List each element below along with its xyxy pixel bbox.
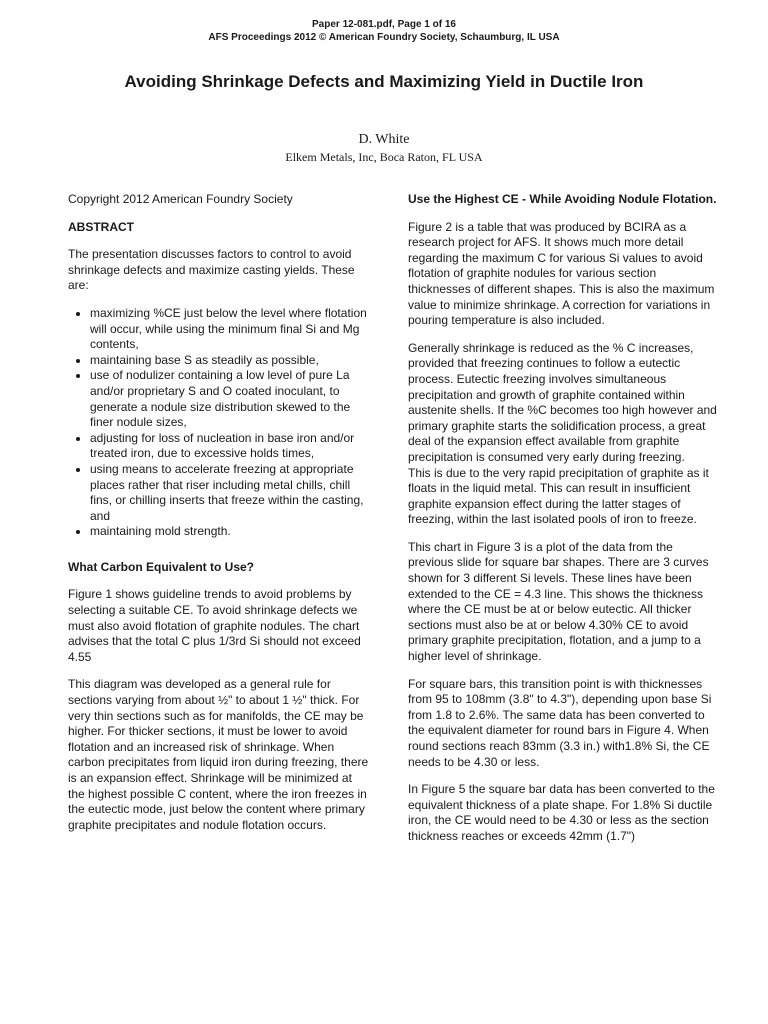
running-header <box>0 18 768 44</box>
copyright-notice: Copyright 2012 American Foundry Society <box>68 192 293 206</box>
paper-title: Avoiding Shrinkage Defects and Maximizing Yield in Ductile Iron <box>124 72 644 91</box>
body-paragraph: In Figure 5 the square bar data has been converted to the equivalent thickness of a plate shape. For 1.8% Si ductile iron, the CE would need to be 4.30 or less as the section thickness reaches or exceeds 42mm (1.7") <box>408 782 715 843</box>
section-heading-highest-ce: Use the Highest CE - While Avoiding Nodule Flotation. <box>408 192 717 206</box>
abstract-heading: ABSTRACT <box>68 219 134 234</box>
body-paragraph: This chart in Figure 3 is a plot of the data from the previous slide for square bar shapes. There are 3 curves shown for 3 different Si levels. These lines have been extended to the CE = 4.3 line. This shows the thickness where the CE must be at or below eutectic. All thicker sections must also be at or below 4.30% CE to avoid primary graphite precipitation, flotation, and a jump to a higher level of shrinkage. <box>408 539 709 664</box>
bullet-item: • adjusting for loss of nucleation in base iron and/or treated iron, due to excessive holds times, <box>90 431 370 462</box>
bullet-item: • maximizing %CE just below the level where flotation will occur, while using the minimum final Si and Mg contents, <box>90 306 370 353</box>
author-affiliation: Elkem Metals, Inc, Boca Raton, FL USA <box>285 150 483 164</box>
section-heading-carbon-equivalent: What Carbon Equivalent to Use? <box>68 559 255 574</box>
abstract-intro: The presentation discusses factors to control to avoid shrinkage defects and maximize casting yields. These are: <box>68 247 355 293</box>
body-paragraph: This diagram was developed as a general rule for sections varying from about ½" to about 1 ½" thick. For very thin sections such as for manifolds, the CE may be higher. For thicker sections, it must be lower to avoid flotation and an increased risk of shrinkage. When carbon precipitates from liquid iron during freezing, there is an expansion effect. Shrinkage will be minimized at the highest possible C content, where the iron freezes in the eutectic mode, just below the content where primary graphite precipitates and nodule flotation occurs. <box>68 677 369 832</box>
body-paragraph: For square bars, this transition point is with thicknesses from 95 to 108mm (3.8" to 4.3"), depending upon base Si from 1.8 to 2.6%. The same data has been converted to the equivalent diameter for round bars in Figure 4. When round sections reach 83mm (3.3 in.) with1.8% Si, the CE needs to be 4.30 or less. <box>408 676 712 769</box>
body-paragraph: Figure 2 is a table that was produced by BCIRA as a research project for AFS. It shows much more detail regarding the maximum C for various Si values to avoid flotation of graphite nodules for various section thicknesses of different shapes. This is also the maximum value to minimize shrinkage. A correction for variations in pouring temperature is also included. <box>408 219 715 328</box>
body-paragraph: This is due to the very rapid precipitation of graphite as it floats in the liquid metal. This can result in insufficient graphite expansion effect during the latter stages of freezing, within the last isolated pools of iron to freeze. <box>408 465 709 527</box>
body-paragraph: Figure 1 shows guideline trends to avoid problems by selecting a suitable CE. To avoid shrinkage defects we must also avoid flotation of graphite nodules. The chart advises that the total C plus 1/3rd Si should not exceed 4.55 <box>68 587 361 664</box>
left-column <box>68 192 370 845</box>
bullet-item: • using means to accelerate freezing at appropriate places rather that riser including metal chills, chill fins, or chilling inserts that freeze within the casting, and <box>90 462 370 524</box>
bullet-item: • maintaining base S as steadily as possible, <box>90 353 370 369</box>
header-paper-id: Paper 12-081.pdf, Page 1 of 16 <box>312 19 456 30</box>
right-column <box>408 192 718 857</box>
abstract-bullet-list <box>68 306 370 540</box>
header-proceedings: AFS Proceedings 2012 © American Foundry Society, Schaumburg, IL USA <box>208 32 560 43</box>
body-paragraph: Generally shrinkage is reduced as the % C increases, provided that freezing continues to follow a eutectic process. Eutectic freezing involves simultaneous precipitation and growth of graphite contained within austenite shells. If the %C becomes too high however and primary graphite starts the solidification process, a great deal of the expansion effect available from graphite precipitation is consumed very early during freezing. <box>408 340 717 464</box>
bullet-item: • use of nodulizer containing a low level of pure La and/or proprietary S and O coated inoculant, to generate a nodule size distribution skewed to the finer nodule sizes, <box>90 368 370 430</box>
bullet-item: • maintaining mold strength. <box>90 524 370 540</box>
author-name: D. White <box>358 132 410 147</box>
